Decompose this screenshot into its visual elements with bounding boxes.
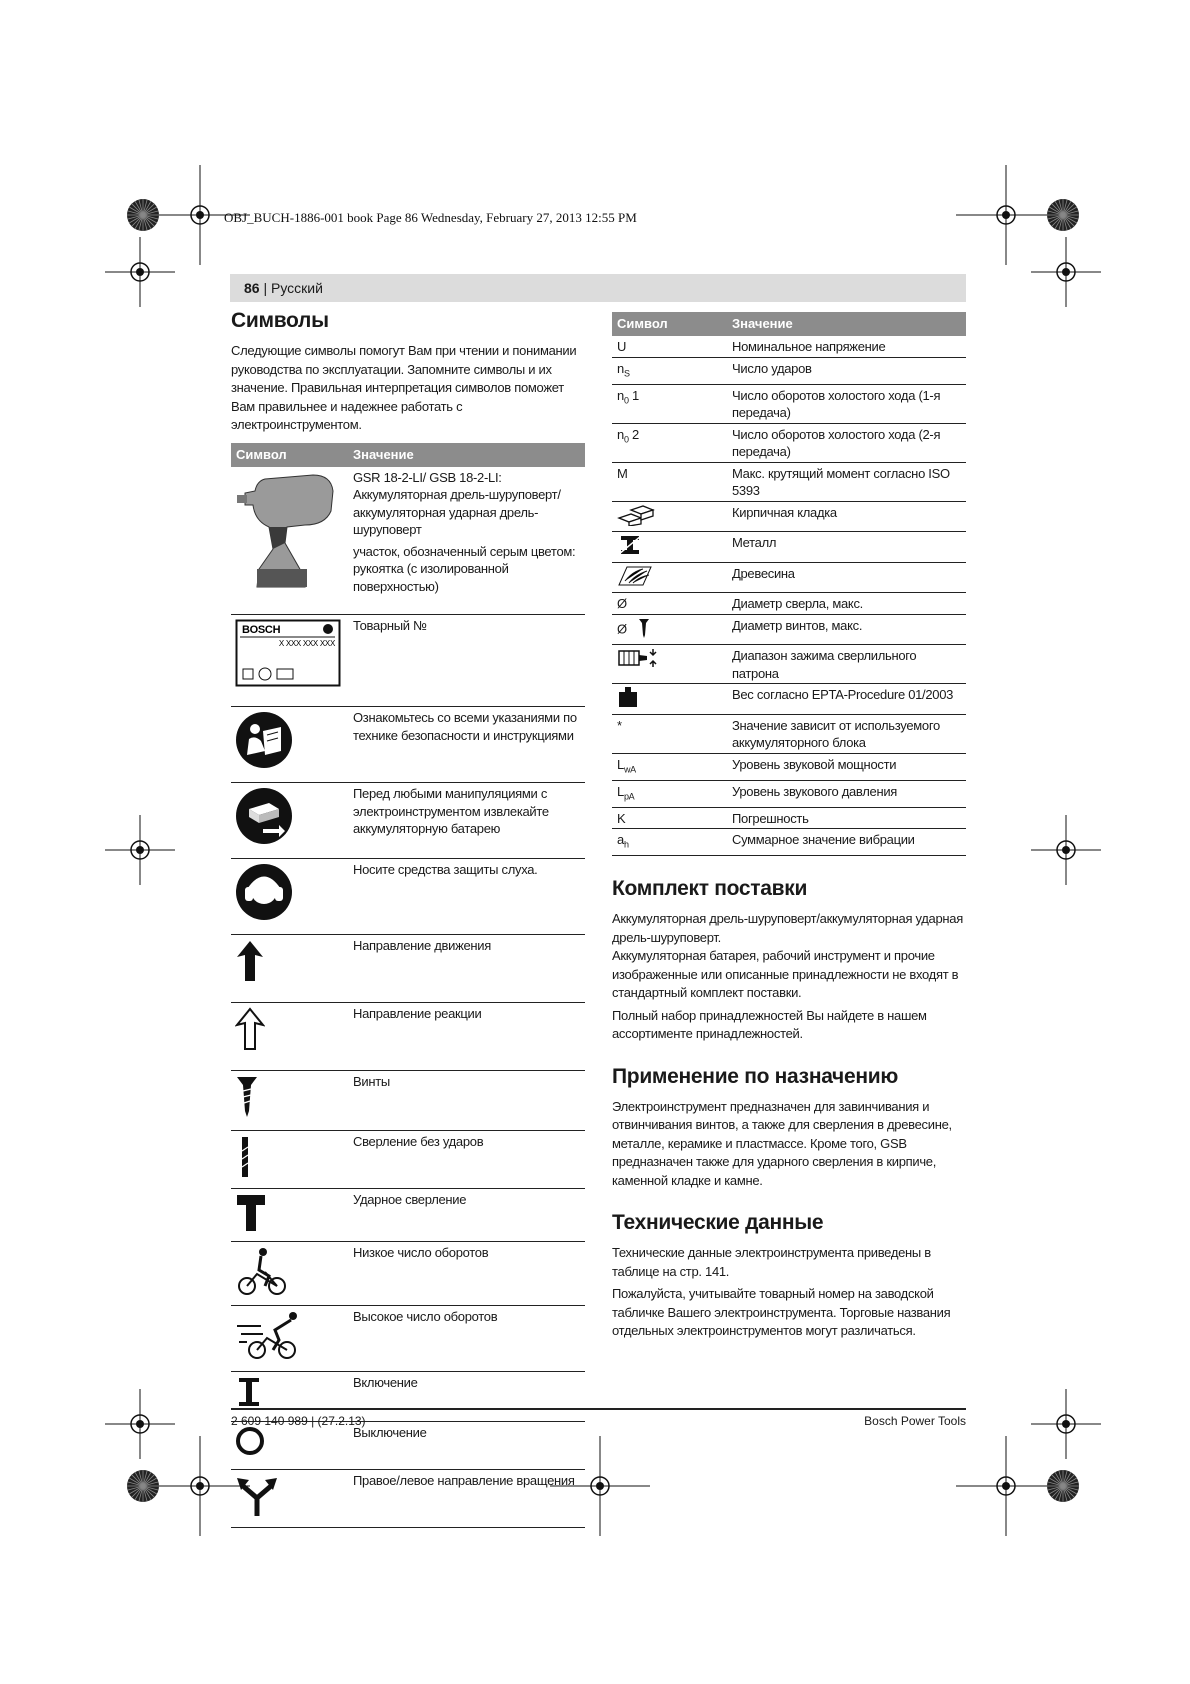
symbol-cell <box>612 423 727 462</box>
fast-cyclist-icon <box>235 1348 305 1363</box>
meaning-text: Сверление без ударов <box>353 1134 484 1149</box>
symbol-cell <box>612 684 727 715</box>
print-slug: OBJ_BUCH-1886-001 book Page 86 Wednesday, February 27, 2013 12:55 PM <box>224 210 637 225</box>
symbol-text: Ø <box>617 621 627 637</box>
meaning-cell <box>348 1188 585 1242</box>
meaning-cell <box>348 935 585 1003</box>
meaning-cell <box>727 501 966 532</box>
symbol-cell <box>612 384 727 423</box>
meaning-text: Макс. крутящий момент согласно ISO 5393 <box>732 465 950 499</box>
reaction-arrow-icon <box>235 1039 265 1054</box>
symbol-row <box>612 614 966 645</box>
symbol-cell <box>231 1003 348 1071</box>
symbol-row <box>231 783 585 859</box>
symbol-text: L <box>617 756 624 772</box>
symbol-text: L <box>617 783 624 799</box>
symbol-row <box>231 1071 585 1131</box>
metal-icon <box>617 544 643 559</box>
meaning-cell <box>348 1242 585 1306</box>
color-wheel-mark <box>125 197 161 233</box>
symbol-cell <box>231 935 348 1003</box>
symbol-row <box>231 935 585 1003</box>
meaning-text: Число ударов <box>732 360 812 376</box>
crosshair-mark <box>1031 815 1101 885</box>
symbol-row <box>231 1422 585 1470</box>
symbol-cell <box>231 859 348 935</box>
symbol-text: * <box>617 717 622 733</box>
right-column <box>612 312 966 1345</box>
footer-brand: Bosch Power Tools <box>864 1414 966 1428</box>
symbol-cell <box>612 357 727 384</box>
meaning-cell <box>727 593 966 615</box>
meaning-text: Носите средства защиты слуха. <box>353 862 538 877</box>
symbol-cell <box>612 753 727 780</box>
brick-icon <box>617 514 655 529</box>
symbol-cell <box>612 807 727 829</box>
meaning-text: Кирпичная кладка <box>732 504 837 520</box>
meaning-text-note: участок, обозначенный серым цветом: рукоятка (с изолированной поверхностью) <box>353 543 576 594</box>
meaning-cell <box>727 462 966 501</box>
symbol-row <box>612 829 966 856</box>
meaning-text: Товарный № <box>353 618 427 633</box>
symbol-suffix: 1 <box>628 387 639 403</box>
col-header-meaning: Значение <box>348 443 585 467</box>
hammer-icon <box>235 1221 267 1236</box>
section-title-symbols: Символы <box>231 309 329 332</box>
right-sections <box>612 876 966 1341</box>
symbol-cell <box>612 562 727 593</box>
symbol-row <box>231 467 585 615</box>
meaning-cell <box>727 780 966 807</box>
page-number: 86 <box>244 280 260 296</box>
screw-small-icon <box>637 627 651 642</box>
symbol-cell <box>231 1422 348 1470</box>
meaning-cell <box>348 1470 585 1528</box>
symbol-text: n <box>617 360 624 376</box>
symbol-subscript: S <box>623 368 630 379</box>
remove-battery-icon <box>235 833 293 848</box>
meaning-text: Металл <box>732 535 777 551</box>
meaning-text: Перед любыми манипуляциями с электроинструментом извлекайте аккумуляторную батарею <box>353 786 549 836</box>
symbol-text: n <box>617 426 624 442</box>
meaning-text: Уровень звукового давления <box>732 783 898 799</box>
movement-arrow-icon <box>235 971 265 986</box>
symbol-cell <box>612 532 727 563</box>
chuck-icon <box>617 657 661 672</box>
symbol-subscript: wA <box>623 764 636 775</box>
symbol-cell <box>612 645 727 684</box>
page-footer <box>231 1408 966 1428</box>
meaning-text: Номинальное напряжение <box>732 339 886 354</box>
symbol-cell <box>612 593 727 615</box>
color-wheel-mark <box>125 1468 161 1504</box>
left-column <box>231 308 585 1528</box>
symbol-row <box>612 562 966 593</box>
meaning-text: Ознакомьтесь со всеми указаниями по технике безопасности и инструкциями <box>353 710 577 743</box>
symbol-cell <box>612 336 727 357</box>
symbol-row <box>231 1470 585 1528</box>
meaning-cell <box>727 753 966 780</box>
crosshair-mark <box>105 815 175 885</box>
crosshair-mark <box>1031 237 1101 307</box>
col-header-meaning: Значение <box>727 312 966 336</box>
symbol-row <box>612 780 966 807</box>
meaning-cell <box>348 467 585 615</box>
slow-cyclist-icon <box>235 1284 291 1299</box>
col-header-symbol: Символ <box>612 312 727 336</box>
symbol-row <box>612 532 966 563</box>
symbol-cell <box>612 462 727 501</box>
nameplate-icon <box>235 624 341 690</box>
meaning-cell <box>727 684 966 715</box>
meaning-cell <box>348 1131 585 1189</box>
rotation-direction-icon <box>235 1506 279 1521</box>
section-paragraph: Электроинструмент предназначен для завинчивания и отвинчивания винтов, а также для сверления в древесине, металле, керамике и пластмассе. Кроме того, GSB предназначен также для ударного сверления в кирпиче, каменной кладке и камне. <box>612 1098 952 1188</box>
symbol-suffix: 2 <box>628 426 639 442</box>
symbol-cell <box>231 1470 348 1528</box>
page-language: Русский <box>271 280 323 296</box>
symbol-cell <box>612 614 727 645</box>
meaning-cell <box>727 562 966 593</box>
symbol-text: U <box>617 339 627 354</box>
symbols-table-right <box>612 312 966 856</box>
meaning-cell <box>348 615 585 707</box>
meaning-text: Значение зависит от используемого аккумуляторного блока <box>732 717 940 751</box>
symbol-cell <box>231 1188 348 1242</box>
meaning-cell <box>727 614 966 645</box>
symbol-row <box>231 859 585 935</box>
symbol-row <box>231 1242 585 1306</box>
section-title: Технические данные <box>612 1211 824 1235</box>
symbol-row <box>612 714 966 753</box>
meaning-text: Вес согласно EPTA-Procedure 01/2003 <box>732 687 954 703</box>
symbol-row <box>612 645 966 684</box>
section-title: Комплект поставки <box>612 877 808 901</box>
symbol-row <box>612 357 966 384</box>
meaning-cell <box>348 1071 585 1131</box>
meaning-cell <box>727 532 966 563</box>
symbol-cell <box>612 714 727 753</box>
symbol-row <box>612 753 966 780</box>
section-paragraph: Пожалуйста, учитывайте товарный номер на заводской табличке Вашего электроинструмента. Торговые названия отдельных электроинструментов могут различаться. <box>612 1286 951 1339</box>
symbol-row <box>612 336 966 357</box>
plate-number: X XXX XXX XXX <box>278 639 335 648</box>
symbol-subscript: h <box>623 839 629 850</box>
symbol-text: n <box>617 387 624 403</box>
meaning-text: Выключение <box>353 1425 427 1440</box>
symbol-row <box>612 684 966 715</box>
symbol-row <box>612 807 966 829</box>
meaning-cell <box>348 1422 585 1470</box>
meaning-text: Уровень звуковой мощности <box>732 756 897 772</box>
power-off-icon <box>235 1444 265 1459</box>
section <box>612 876 966 1044</box>
symbol-cell <box>231 783 348 859</box>
symbol-row <box>612 501 966 532</box>
symbol-cell <box>231 615 348 707</box>
meaning-cell <box>348 859 585 935</box>
symbol-text: M <box>617 465 628 481</box>
meaning-cell <box>727 336 966 357</box>
crosshair-mark <box>956 1436 1056 1536</box>
meaning-cell <box>727 384 966 423</box>
symbol-cell <box>231 1071 348 1131</box>
symbol-row <box>612 593 966 615</box>
meaning-text: Суммарное значение вибрации <box>732 832 915 848</box>
meaning-text: Включение <box>353 1375 418 1390</box>
meaning-text: Диаметр сверла, макс. <box>732 596 863 612</box>
ear-protection-icon <box>235 909 293 924</box>
read-manual-icon <box>235 757 293 772</box>
meaning-cell <box>727 423 966 462</box>
color-wheel-mark <box>1045 197 1081 233</box>
meaning-cell <box>727 714 966 753</box>
meaning-text: Высокое число оборотов <box>353 1309 498 1324</box>
symbol-row <box>612 423 966 462</box>
symbol-cell <box>231 467 348 615</box>
meaning-text: Древесина <box>732 565 795 581</box>
symbol-row <box>231 1306 585 1372</box>
symbols-intro: Следующие символы помогут Вам при чтении и понимании руководства по эксплуатации. Запомните символы и их значение. Правильная интерпретация символов поможет Вам правильнее и надежнее работать с электроинструментом. <box>231 343 577 432</box>
symbol-cell <box>231 1131 348 1189</box>
symbol-cell <box>231 707 348 783</box>
symbol-row <box>231 1131 585 1189</box>
meaning-text: Направление движения <box>353 938 491 953</box>
symbol-row <box>231 615 585 707</box>
section-title: Применение по назначению <box>612 1064 898 1088</box>
symbol-row <box>231 707 585 783</box>
symbol-subscript: 0 <box>623 395 629 406</box>
meaning-text: GSR 18-2-LI/ GSB 18-2-LI: Аккумуляторная дрель-шуруповерт/ аккумуляторная ударная дрель-шуруповерт <box>353 469 561 537</box>
symbol-text: Ø <box>617 596 627 612</box>
symbol-text: K <box>617 810 626 826</box>
meaning-cell <box>348 1306 585 1372</box>
weight-icon <box>617 696 639 711</box>
page-header: 86 | Русский <box>230 274 966 302</box>
wood-icon <box>617 575 653 590</box>
symbol-row <box>612 462 966 501</box>
meaning-text: Число оборотов холостого хода (2-я передача) <box>732 426 941 460</box>
meaning-text: Направление реакции <box>353 1006 482 1021</box>
plate-brand: BOSCH <box>242 624 281 636</box>
meaning-cell <box>727 357 966 384</box>
section <box>612 1210 966 1341</box>
symbol-cell <box>231 1306 348 1372</box>
symbol-row <box>612 384 966 423</box>
meaning-cell <box>727 807 966 829</box>
symbol-cell <box>231 1242 348 1306</box>
drill-bit-icon <box>235 1167 255 1182</box>
meaning-text: Диапазон зажима сверлильного патрона <box>732 648 917 681</box>
section-paragraph: Аккумуляторная дрель-шуруповерт/аккумуляторная ударная дрель-шуруповерт. Аккумуляторная батарея, рабочий инструмент и прочие изображенные или описанные принадлежности не входят в стандартный комплект поставки. <box>612 911 963 1001</box>
symbol-row <box>231 1188 585 1242</box>
footer-part-number: 2 609 140 989 | (27.2.13) <box>231 1414 366 1428</box>
meaning-text: Правое/левое направление вращения <box>353 1473 575 1488</box>
symbol-row <box>231 1003 585 1071</box>
meaning-text: Погрешность <box>732 810 809 826</box>
screw-icon <box>235 1107 259 1122</box>
symbol-subscript: pA <box>623 791 635 802</box>
section-paragraph: Технические данные электроинструмента приведены в таблице на стр. 141. <box>612 1245 931 1279</box>
meaning-cell <box>348 1003 585 1071</box>
meaning-text: Винты <box>353 1074 390 1089</box>
meaning-text: Число оборотов холостого хода (1-я передача) <box>732 387 941 421</box>
symbol-cell <box>612 829 727 856</box>
crosshair-mark <box>105 237 175 307</box>
symbol-subscript: 0 <box>623 434 629 445</box>
col-header-symbol: Символ <box>231 443 348 467</box>
symbol-cell <box>612 501 727 532</box>
meaning-cell <box>727 829 966 856</box>
meaning-cell <box>348 783 585 859</box>
meaning-text: Диаметр винтов, макс. <box>732 617 863 633</box>
meaning-text: Ударное сверление <box>353 1191 467 1207</box>
meaning-cell <box>727 645 966 684</box>
section <box>612 1064 966 1191</box>
section-paragraph: Полный набор принадлежностей Вы найдете в нашем ассортименте принадлежностей. <box>612 1007 927 1042</box>
symbols-table-left <box>231 443 585 1529</box>
symbol-text: a <box>617 832 624 848</box>
meaning-text: Низкое число оборотов <box>353 1245 489 1260</box>
symbol-cell <box>612 780 727 807</box>
color-wheel-mark <box>1045 1468 1081 1504</box>
meaning-cell <box>348 707 585 783</box>
drill-image <box>235 579 343 594</box>
